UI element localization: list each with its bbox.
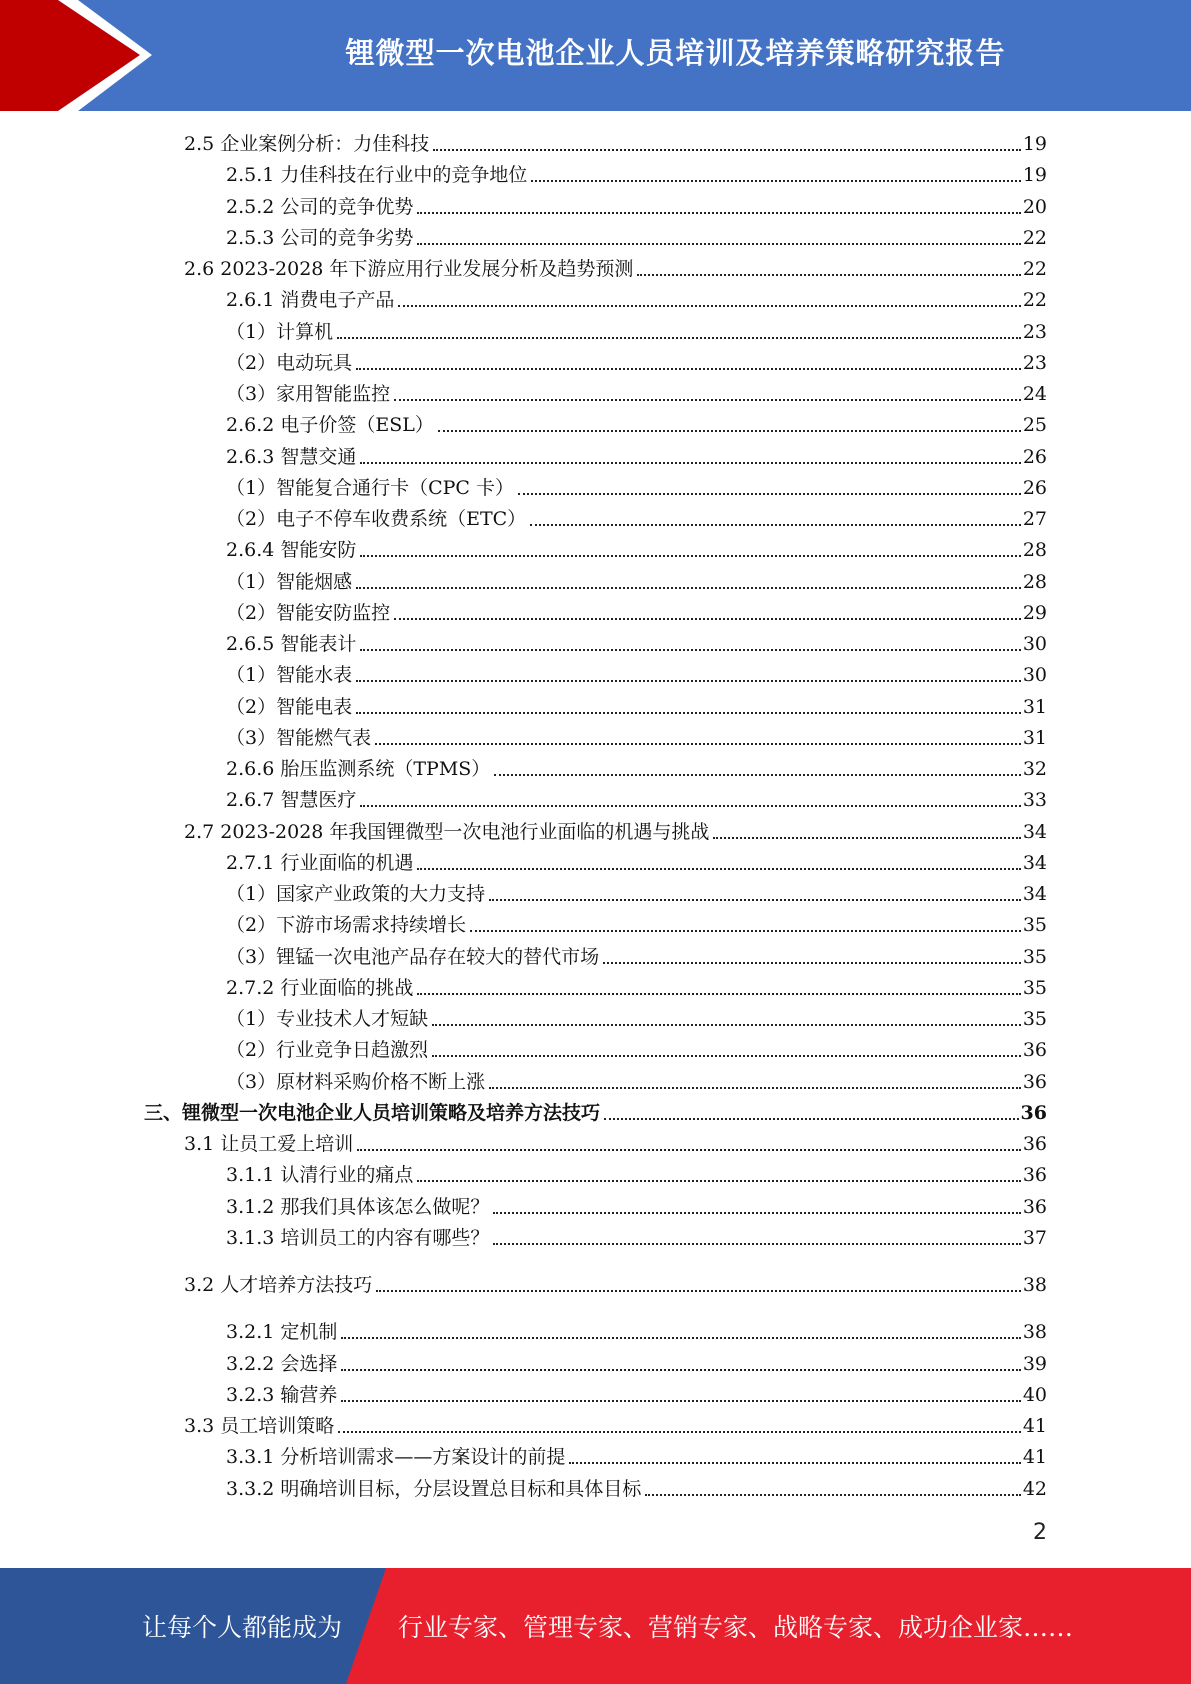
toc-entry[interactable] bbox=[184, 816, 1047, 844]
toc-dot-leader bbox=[438, 430, 1021, 432]
toc-entry[interactable] bbox=[226, 222, 1047, 250]
toc-dot-leader bbox=[493, 1243, 1020, 1245]
toc-dot-leader bbox=[357, 1149, 1021, 1151]
toc-entry-page: 36 bbox=[1020, 1101, 1047, 1124]
toc-entry-label: （3）原材料采购价格不断上涨 bbox=[226, 1070, 486, 1093]
toc-entry[interactable] bbox=[226, 628, 1047, 656]
report-title: 锂微型一次电池企业人员培训及培养策略研究报告 bbox=[345, 35, 1006, 70]
toc-entry-page: 33 bbox=[1022, 789, 1047, 812]
toc-entry-label: 3.1 让员工爱上培训 bbox=[184, 1133, 354, 1155]
toc-entry[interactable] bbox=[226, 159, 1047, 187]
toc-entry-page: 41 bbox=[1022, 1446, 1047, 1469]
toc-dot-leader bbox=[518, 493, 1021, 495]
toc-entry-label: 3.2.3 输营养 bbox=[226, 1383, 338, 1406]
toc-entry[interactable] bbox=[226, 1159, 1047, 1187]
toc-entry[interactable] bbox=[226, 1379, 1047, 1407]
toc-entry-page: 22 bbox=[1022, 258, 1047, 280]
toc-dot-leader bbox=[417, 243, 1020, 245]
toc-entry[interactable] bbox=[226, 409, 1047, 437]
toc-dot-leader bbox=[645, 1494, 1020, 1496]
toc-dot-leader bbox=[637, 274, 1020, 276]
toc-entry-label: 2.6.4 智能安防 bbox=[226, 539, 357, 562]
toc-dot-leader bbox=[569, 1462, 1020, 1464]
toc-dot-leader bbox=[531, 180, 1020, 182]
toc-dot-leader bbox=[394, 399, 1021, 401]
toc-entry-label: 2.7 2023-2028 年我国锂微型一次电池行业面临的机遇与挑战 bbox=[184, 820, 710, 843]
toc-entry-page: 34 bbox=[1022, 883, 1047, 905]
footer-slogan-left: 让每个人都能成为 bbox=[142, 1613, 343, 1642]
toc-entry-page: 27 bbox=[1022, 508, 1047, 530]
toc-entry-label: 2.6.7 智慧医疗 bbox=[226, 789, 357, 812]
toc-entry[interactable] bbox=[226, 847, 1047, 875]
toc-entry-page: 22 bbox=[1022, 226, 1047, 249]
toc-entry[interactable] bbox=[226, 534, 1047, 562]
toc-entry-label: （1）计算机 bbox=[226, 320, 334, 343]
toc-entry-page: 23 bbox=[1022, 320, 1047, 343]
toc-entry-label: 2.6.2 电子价签（ESL） bbox=[226, 414, 434, 437]
toc-entry[interactable] bbox=[226, 284, 1047, 312]
toc-dot-leader bbox=[493, 1212, 1020, 1214]
toc-entry[interactable] bbox=[226, 503, 1047, 531]
toc-entry-page: 19 bbox=[1022, 164, 1047, 187]
toc-dot-leader bbox=[604, 1118, 1019, 1120]
toc-entry-label: 3.2.2 会选择 bbox=[226, 1352, 338, 1375]
toc-dot-leader bbox=[603, 962, 1021, 964]
toc-entry-label: 3.3 员工培训策略 bbox=[184, 1415, 335, 1437]
toc-entry-page: 37 bbox=[1022, 1226, 1047, 1249]
toc-dot-leader bbox=[341, 1400, 1020, 1402]
toc-entry-label: （1）国家产业政策的大力支持 bbox=[226, 883, 486, 905]
toc-dot-leader bbox=[489, 1087, 1021, 1089]
toc-entry-label: 2.5.2 公司的竞争优势 bbox=[226, 195, 414, 218]
toc-entry[interactable] bbox=[226, 597, 1047, 625]
toc-dot-leader bbox=[432, 1024, 1021, 1026]
toc-dot-leader bbox=[417, 212, 1020, 214]
toc-entry[interactable] bbox=[226, 1441, 1047, 1469]
page-footer bbox=[0, 1568, 1191, 1684]
toc-entry-label: 3.1.3 培训员工的内容有哪些？ bbox=[226, 1226, 490, 1249]
toc-dot-leader bbox=[360, 805, 1020, 807]
toc-entry-label: （1）智能水表 bbox=[226, 664, 353, 687]
toc-entry-label: （2）电动玩具 bbox=[226, 351, 353, 374]
toc-dot-leader bbox=[338, 1431, 1021, 1433]
toc-dot-leader bbox=[417, 1180, 1020, 1182]
toc-entry-page: 35 bbox=[1022, 945, 1047, 968]
toc-dot-leader bbox=[470, 930, 1021, 932]
toc-entry[interactable] bbox=[226, 566, 1047, 594]
toc-entry-label: 2.6.1 消费电子产品 bbox=[226, 289, 395, 312]
toc-entry[interactable] bbox=[226, 1066, 1047, 1094]
toc-dot-leader bbox=[360, 462, 1020, 464]
toc-entry-label: （2）下游市场需求持续增长 bbox=[226, 914, 467, 937]
toc-dot-leader bbox=[360, 649, 1020, 651]
toc-dot-leader bbox=[356, 368, 1021, 370]
toc-entry[interactable] bbox=[226, 1473, 1047, 1501]
toc-entry[interactable] bbox=[226, 722, 1047, 750]
toc-dot-leader bbox=[360, 555, 1020, 557]
toc-entry[interactable] bbox=[226, 1191, 1047, 1219]
toc-entry-page: 24 bbox=[1022, 383, 1047, 405]
toc-entry[interactable] bbox=[184, 1269, 1047, 1297]
toc-entry-page: 19 bbox=[1022, 133, 1047, 155]
toc-entry-page: 34 bbox=[1022, 851, 1047, 874]
toc-entry[interactable] bbox=[184, 1410, 1047, 1438]
toc-entry-page: 31 bbox=[1022, 695, 1047, 718]
toc-entry-page: 36 bbox=[1022, 1039, 1047, 1062]
toc-dot-leader bbox=[432, 1055, 1021, 1057]
toc-entry-label: 三、锂微型一次电池企业人员培训策略及培养方法技巧 bbox=[144, 1101, 601, 1124]
toc-entry[interactable] bbox=[144, 1097, 1047, 1125]
toc-entry[interactable] bbox=[226, 1222, 1047, 1250]
toc-entry[interactable] bbox=[226, 347, 1047, 375]
toc-entry-page: 25 bbox=[1022, 414, 1047, 437]
toc-entry-label: 2.6.3 智慧交通 bbox=[226, 445, 357, 468]
toc-dot-leader bbox=[398, 305, 1020, 307]
toc-dot-leader bbox=[356, 712, 1021, 714]
toc-entry-page: 32 bbox=[1022, 758, 1047, 780]
toc-entry-page: 23 bbox=[1022, 351, 1047, 374]
toc-entry[interactable] bbox=[226, 784, 1047, 812]
page-number: 2 bbox=[1033, 1520, 1047, 1545]
toc-dot-leader bbox=[375, 743, 1021, 745]
toc-entry-page: 36 bbox=[1022, 1195, 1047, 1218]
toc-entry-page: 35 bbox=[1022, 976, 1047, 999]
toc-entry-label: 2.6.6 胎压监测系统（TPMS） bbox=[226, 758, 491, 780]
toc-entry-page: 22 bbox=[1022, 289, 1047, 312]
toc-entry-page: 36 bbox=[1022, 1164, 1047, 1187]
toc-entry-page: 20 bbox=[1022, 195, 1047, 218]
toc-entry[interactable] bbox=[226, 441, 1047, 469]
toc-entry-page: 35 bbox=[1022, 1008, 1047, 1030]
toc-entry-label: 3.3.1 分析培训需求——方案设计的前提 bbox=[226, 1446, 566, 1469]
toc-entry-label: 3.2.1 定机制 bbox=[226, 1321, 338, 1344]
toc-entry-page: 36 bbox=[1022, 1070, 1047, 1093]
toc-entry[interactable] bbox=[226, 1348, 1047, 1376]
toc-entry[interactable] bbox=[226, 191, 1047, 219]
toc-dot-leader bbox=[376, 1290, 1021, 1292]
toc-entry-label: 2.5 企业案例分析：力佳科技 bbox=[184, 133, 430, 155]
toc-dot-leader bbox=[417, 868, 1020, 870]
toc-entry-page: 41 bbox=[1022, 1415, 1047, 1437]
toc-entry-label: 2.6.5 智能表计 bbox=[226, 633, 357, 655]
toc-entry-label: 2.7.2 行业面临的挑战 bbox=[226, 976, 414, 999]
toc-dot-leader bbox=[530, 524, 1021, 526]
toc-entry-page: 39 bbox=[1022, 1352, 1047, 1375]
toc-entry-page: 36 bbox=[1022, 1133, 1047, 1155]
toc-entry[interactable] bbox=[184, 1128, 1047, 1156]
toc-entry-label: （3）锂锰一次电池产品存在较大的替代市场 bbox=[226, 945, 600, 968]
toc-entry[interactable] bbox=[184, 253, 1047, 281]
toc-entry[interactable] bbox=[226, 941, 1047, 969]
toc-entry-page: 28 bbox=[1022, 539, 1047, 562]
header-chevron-icon bbox=[0, 0, 160, 111]
toc-entry-label: 3.1.1 认清行业的痛点 bbox=[226, 1164, 414, 1187]
toc-dot-leader bbox=[394, 618, 1021, 620]
toc-entry-page: 29 bbox=[1022, 601, 1047, 624]
toc-entry-page: 40 bbox=[1022, 1383, 1047, 1406]
toc-entry[interactable] bbox=[226, 753, 1047, 781]
toc-entry-label: 3.3.2 明确培训目标，分层设置总目标和具体目标 bbox=[226, 1477, 642, 1500]
toc-entry[interactable] bbox=[226, 659, 1047, 687]
toc-entry[interactable] bbox=[226, 691, 1047, 719]
toc-entry-page: 26 bbox=[1022, 476, 1047, 499]
toc-entry-page: 30 bbox=[1022, 664, 1047, 687]
toc-entry[interactable] bbox=[226, 1003, 1047, 1031]
toc-dot-leader bbox=[341, 1369, 1020, 1371]
toc-entry-page: 34 bbox=[1022, 820, 1047, 843]
toc-entry-label: 2.5.1 力佳科技在行业中的竞争地位 bbox=[226, 164, 528, 187]
toc-dot-leader bbox=[356, 680, 1021, 682]
toc-entry-page: 26 bbox=[1022, 445, 1047, 468]
toc-entry-label: 2.6 2023-2028 年下游应用行业发展分析及趋势预测 bbox=[184, 258, 634, 280]
toc-entry[interactable] bbox=[226, 316, 1047, 344]
toc-dot-leader bbox=[494, 774, 1021, 776]
toc-entry[interactable] bbox=[226, 909, 1047, 937]
toc-dot-leader bbox=[713, 837, 1020, 839]
toc-entry-label: 3.2 人才培养方法技巧 bbox=[184, 1274, 373, 1296]
toc-entry[interactable] bbox=[226, 378, 1047, 406]
toc-dot-leader bbox=[337, 337, 1021, 339]
toc-entry-label: （3）家用智能监控 bbox=[226, 383, 391, 405]
toc-dot-leader bbox=[417, 993, 1020, 995]
toc-entry[interactable] bbox=[226, 972, 1047, 1000]
toc-entry-page: 38 bbox=[1022, 1321, 1047, 1344]
toc-dot-leader bbox=[433, 149, 1021, 151]
toc-entry-page: 38 bbox=[1022, 1274, 1047, 1296]
page-header bbox=[0, 0, 1191, 111]
toc-entry-label: （2）电子不停车收费系统（ETC） bbox=[226, 508, 527, 530]
toc-entry-label: 2.5.3 公司的竞争劣势 bbox=[226, 226, 414, 249]
toc-entry-page: 42 bbox=[1022, 1477, 1047, 1500]
toc-entry-label: （1）专业技术人才短缺 bbox=[226, 1008, 429, 1030]
toc-entry-page: 31 bbox=[1022, 726, 1047, 749]
toc-entry-label: （2）智能电表 bbox=[226, 695, 353, 718]
toc-entry-label: （2）智能安防监控 bbox=[226, 601, 391, 624]
toc-entry-label: （2）行业竞争日趋激烈 bbox=[226, 1039, 429, 1062]
toc-entry-page: 35 bbox=[1022, 914, 1047, 937]
toc-entry-label: （1）智能烟感 bbox=[226, 570, 353, 593]
toc-dot-leader bbox=[341, 1337, 1020, 1339]
toc-entry-label: 2.7.1 行业面临的机遇 bbox=[226, 851, 414, 874]
footer-slogan-right: 行业专家、管理专家、营销专家、战略专家、成功企业家…… bbox=[398, 1613, 1074, 1642]
toc-dot-leader bbox=[356, 587, 1021, 589]
toc-entry[interactable] bbox=[226, 878, 1047, 906]
toc-entry[interactable] bbox=[226, 472, 1047, 500]
toc-entry[interactable] bbox=[184, 128, 1047, 156]
toc-entry-page: 30 bbox=[1022, 633, 1047, 655]
toc-entry[interactable] bbox=[226, 1316, 1047, 1344]
toc-entry-label: （3）智能燃气表 bbox=[226, 726, 372, 749]
toc-entry-page: 28 bbox=[1022, 570, 1047, 593]
toc-entry-label: （1）智能复合通行卡（CPC 卡） bbox=[226, 476, 514, 499]
toc-entry[interactable] bbox=[226, 1034, 1047, 1062]
toc-dot-leader bbox=[489, 899, 1021, 901]
toc-entry-label: 3.1.2 那我们具体该怎么做呢？ bbox=[226, 1195, 490, 1218]
